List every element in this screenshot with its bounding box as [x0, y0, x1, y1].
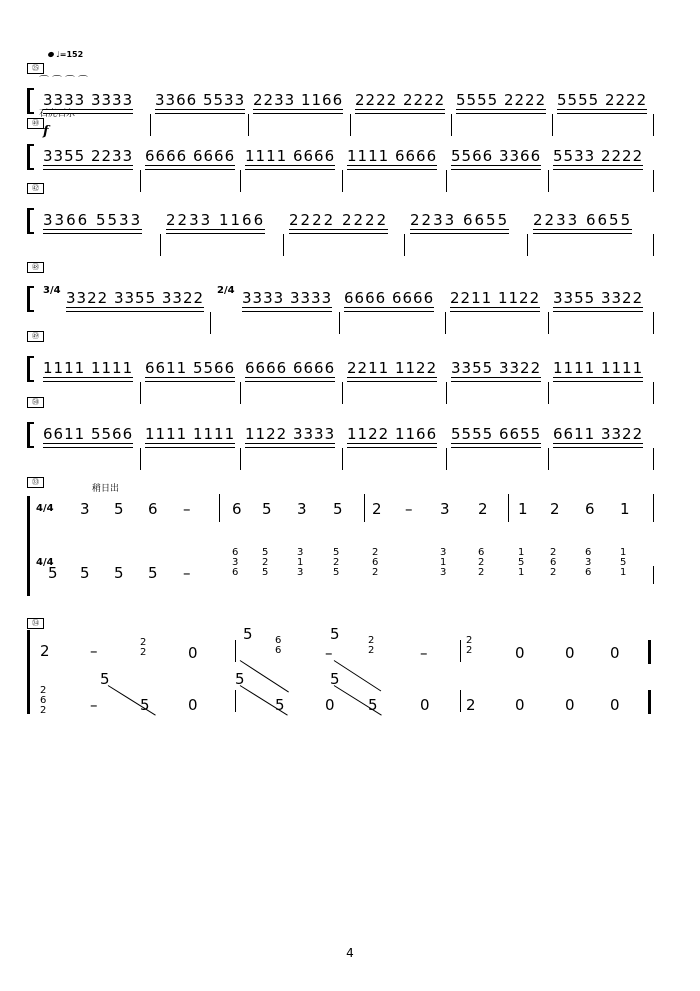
bass-note: 5	[275, 696, 285, 714]
chord-note: 3	[297, 547, 304, 558]
bar-line	[508, 494, 509, 522]
score-7	[0, 490, 700, 600]
system-brace	[27, 144, 34, 170]
bar-line	[160, 234, 161, 256]
chord-note: 1	[518, 547, 525, 558]
dynamic-forte: f	[43, 124, 49, 139]
chord-note: 5	[620, 557, 627, 568]
chord-note: 2	[333, 557, 340, 568]
bar-line	[653, 448, 654, 470]
final-bar-line	[648, 640, 651, 664]
bar-line	[235, 690, 236, 712]
beat-group: 3355 3322	[553, 289, 644, 307]
bar-line	[342, 170, 343, 192]
tempo-marking: ♩=152	[48, 50, 83, 59]
system-bracket	[27, 496, 30, 596]
chord-stack	[275, 636, 281, 656]
chord-stack	[466, 636, 472, 656]
rehearsal-mark: ㊷	[27, 183, 44, 194]
beat-group: 2233 1166	[166, 211, 266, 229]
chord-stack	[620, 548, 626, 578]
bass-note: 5	[48, 564, 58, 582]
chord-note: 2	[368, 635, 375, 646]
chord-stack	[478, 548, 484, 578]
time-signature: 2/4	[217, 285, 235, 296]
bar-line	[339, 312, 340, 334]
melody-note: 2	[478, 500, 488, 518]
chord-note: 2	[478, 567, 485, 578]
beat-group: 2233 6655	[533, 211, 633, 229]
melody-note: 6	[148, 500, 158, 518]
melody-note: 5	[114, 500, 124, 518]
chord-note: 2	[466, 645, 473, 656]
melody-note: 3	[297, 500, 307, 518]
beat-group: 3333 3333	[43, 91, 134, 109]
bar-line	[150, 114, 151, 136]
beat-group: 3366 5533	[43, 211, 143, 229]
bar-line	[140, 382, 141, 404]
system-brace	[27, 208, 34, 234]
chord-stack	[550, 548, 556, 578]
bass-note: 0	[565, 696, 575, 714]
beat-group: 1111 1111	[145, 425, 236, 443]
chord-note: 2	[262, 557, 269, 568]
melody-note: 2	[550, 500, 560, 518]
chord-note: 5	[333, 567, 340, 578]
melody-note: 6	[232, 500, 242, 518]
melody-note: –	[325, 644, 333, 662]
beat-group: 1111 6666	[347, 147, 438, 165]
bar-line	[548, 312, 549, 334]
bar-line	[446, 382, 447, 404]
bar-line	[404, 234, 405, 256]
chord-note: 2	[40, 705, 47, 716]
beat-group: 1122 3333	[245, 425, 336, 443]
beat-group: 5555 2222	[557, 91, 648, 109]
chord-note: 6	[585, 567, 592, 578]
chord-note: 3	[585, 557, 592, 568]
bar-line	[653, 170, 654, 192]
final-bar-line	[648, 690, 651, 714]
chord-note: 1	[620, 547, 627, 558]
lyric-text: 石虎石东	[39, 109, 76, 119]
bar-line	[283, 234, 284, 256]
rehearsal-mark: ㊿	[27, 397, 44, 408]
bass-note: 0	[325, 696, 335, 714]
beat-group: 2222 2222	[355, 91, 446, 109]
glide-arrow-icon	[334, 660, 382, 691]
beat-group: 6611 3322	[553, 425, 644, 443]
melody-note: –	[90, 642, 98, 660]
bar-line	[653, 312, 654, 334]
chord-note: 6	[372, 557, 379, 568]
bar-line	[653, 382, 654, 404]
bar-line	[548, 382, 549, 404]
melody-note: 6	[585, 500, 595, 518]
chord-note: 6	[40, 695, 47, 706]
bass-note: 5	[100, 670, 110, 688]
chord-note: 3	[440, 567, 447, 578]
bass-note: 0	[515, 696, 525, 714]
beat-group: 6666 6666	[245, 359, 336, 377]
rehearsal-mark: ㉝	[27, 477, 44, 488]
chord-stack	[297, 548, 303, 578]
chord-note: 6	[275, 645, 282, 656]
bar-line	[653, 494, 654, 522]
quarter-note-icon	[47, 51, 54, 58]
chord-note: 6	[550, 557, 557, 568]
beat-group: 3355 3322	[451, 359, 542, 377]
beat-group: 2233 1166	[253, 91, 344, 109]
articulation-marks: ⌒⌒⌒⌒	[39, 76, 91, 87]
chord-note: 3	[440, 547, 447, 558]
beat-group: 1111 1111	[553, 359, 644, 377]
chord-note: 1	[518, 567, 525, 578]
beat-group: 1111 6666	[245, 147, 336, 165]
chord-note: 2	[140, 637, 147, 648]
beat-group: 6666 6666	[344, 289, 435, 307]
melody-note: 5	[330, 625, 340, 643]
beat-group: 3366 5533	[155, 91, 246, 109]
bass-note: 0	[188, 696, 198, 714]
bar-line	[350, 114, 351, 136]
melody-note: 5	[243, 625, 253, 643]
bar-line	[240, 170, 241, 192]
melody-note: –	[405, 500, 413, 518]
beat-group: 2211 1122	[347, 359, 438, 377]
chord-note: 6	[585, 547, 592, 558]
melody-note: 1	[620, 500, 630, 518]
melody-note: 2	[40, 642, 50, 660]
glide-arrow-icon	[240, 660, 289, 692]
melody-note: 1	[518, 500, 528, 518]
chord-note: 5	[262, 567, 269, 578]
melody-note: 5	[333, 500, 343, 518]
beat-group: 1122 1166	[347, 425, 438, 443]
chord-stack	[440, 548, 446, 578]
bar-line	[445, 312, 446, 334]
bass-note: 2	[466, 696, 476, 714]
bar-line	[527, 234, 528, 256]
melody-note: 3	[80, 500, 90, 518]
bass-note: 0	[420, 696, 430, 714]
chord-stack	[372, 548, 378, 578]
bass-note: 5	[330, 670, 340, 688]
chord-stack	[585, 548, 591, 578]
beat-group: 5555 6655	[451, 425, 542, 443]
chord-note: 2	[372, 547, 379, 558]
beat-group: 5533 2222	[553, 147, 644, 165]
chord-note: 3	[232, 557, 239, 568]
bass-note: 5	[140, 696, 150, 714]
beat-group: 3355 2233	[43, 147, 134, 165]
bar-line	[446, 448, 447, 470]
bar-line	[653, 234, 654, 256]
bar-line	[140, 170, 141, 192]
chord-note: 5	[333, 547, 340, 558]
chord-stack	[368, 636, 374, 656]
bar-line	[552, 114, 553, 136]
chord-note: 3	[297, 567, 304, 578]
beat-group: 2211 1122	[450, 289, 541, 307]
melody-note: –	[420, 644, 428, 662]
time-signature: 4/4	[36, 503, 54, 514]
rehearsal-mark: ㊽	[27, 262, 44, 273]
bar-line	[653, 114, 654, 136]
system-brace	[27, 422, 34, 448]
bar-line	[342, 448, 343, 470]
melody-note: –	[183, 500, 191, 518]
score-8	[0, 625, 700, 720]
bar-line	[451, 114, 452, 136]
bar-line	[140, 448, 141, 470]
melody-note: 2	[372, 500, 382, 518]
bass-note: –	[90, 696, 98, 714]
chord-note: 2	[550, 567, 557, 578]
system-brace	[27, 356, 34, 382]
chord-note: 1	[297, 557, 304, 568]
rehearsal-mark: ㊾	[27, 331, 44, 342]
bar-line	[235, 640, 236, 662]
chord-note: 6	[478, 547, 485, 558]
bass-note: 5	[235, 670, 245, 688]
chord-note: 2	[368, 645, 375, 656]
page-number: 4	[346, 946, 354, 960]
bar-line	[460, 690, 461, 712]
chord-stack	[232, 548, 238, 578]
bar-line	[248, 114, 249, 136]
beat-group: 1111 1111	[43, 359, 134, 377]
chord-stack	[333, 548, 339, 578]
chord-note: 1	[440, 557, 447, 568]
bar-line	[210, 312, 211, 334]
bass-note: 5	[368, 696, 378, 714]
beat-group: 6666 6666	[145, 147, 236, 165]
chord-note: 5	[518, 557, 525, 568]
chord-note: 2	[140, 647, 147, 658]
melody-note: 0	[515, 644, 525, 662]
bar-line	[548, 170, 549, 192]
chord-note: 6	[275, 635, 282, 646]
bar-line	[653, 566, 654, 584]
bar-line	[446, 170, 447, 192]
bar-line	[219, 494, 220, 522]
chord-note: 6	[232, 567, 239, 578]
bass-note: 5	[148, 564, 158, 582]
bass-note: 0	[610, 696, 620, 714]
rehearsal-mark: ㊵	[27, 118, 44, 129]
chord-stack	[40, 686, 46, 716]
melody-note: 0	[610, 644, 620, 662]
chord-note: 2	[372, 567, 379, 578]
dash: –	[183, 564, 191, 582]
melody-note: 0	[188, 644, 198, 662]
time-signature: 3/4	[43, 285, 61, 296]
melody-note: 0	[565, 644, 575, 662]
bar-line	[364, 494, 365, 522]
system-brace	[27, 286, 34, 312]
chord-note: 2	[478, 557, 485, 568]
beat-group: 2222 2222	[289, 211, 389, 229]
bar-line	[460, 640, 461, 662]
beat-group: 6611 5566	[145, 359, 236, 377]
chord-note: 2	[550, 547, 557, 558]
chord-stack	[518, 548, 524, 578]
bass-note: 5	[80, 564, 90, 582]
melody-note: 3	[440, 500, 450, 518]
melody-note: 5	[262, 500, 272, 518]
bar-line	[548, 448, 549, 470]
chord-note: 5	[262, 547, 269, 558]
section-text: 稍日出	[92, 484, 120, 494]
bass-note: 5	[114, 564, 124, 582]
beat-group: 2233 6655	[410, 211, 510, 229]
beat-group: 5555 2222	[456, 91, 547, 109]
beat-group: 6611 5566	[43, 425, 134, 443]
chord-stack	[262, 548, 268, 578]
chord-note: 2	[466, 635, 473, 646]
chord-note: 1	[620, 567, 627, 578]
time-signature: 4/4	[36, 557, 54, 568]
system-brace	[27, 88, 34, 114]
chord-note: 6	[232, 547, 239, 558]
beat-group: 3322 3355 3322	[66, 289, 205, 307]
rehearsal-mark: ㉕	[27, 63, 44, 74]
beat-group: 3333 3333	[242, 289, 333, 307]
chord-stack	[140, 638, 146, 658]
beat-group: 5566 3366	[451, 147, 542, 165]
bar-line	[240, 448, 241, 470]
chord-note: 2	[40, 685, 47, 696]
rehearsal-mark: ㉞	[27, 618, 44, 629]
bar-line	[240, 382, 241, 404]
bar-line	[342, 382, 343, 404]
system-bracket	[27, 630, 30, 714]
